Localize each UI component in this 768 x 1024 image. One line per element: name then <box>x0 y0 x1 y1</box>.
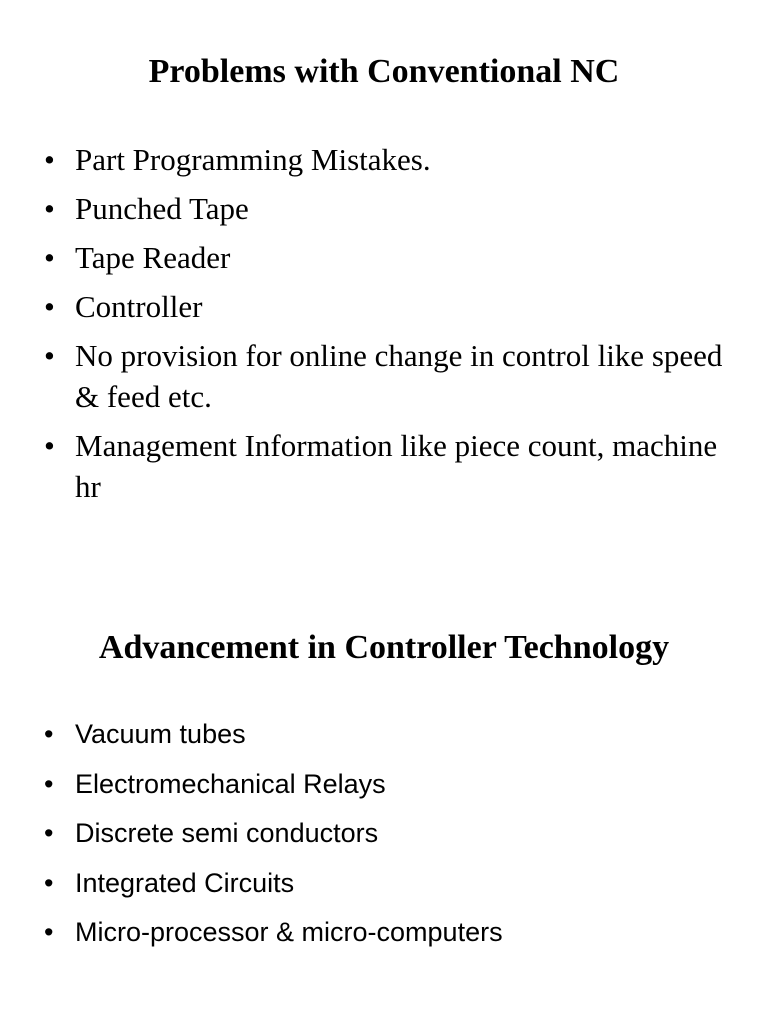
list-item-text: Punched Tape <box>75 191 249 226</box>
bullet-icon: • <box>44 719 54 749</box>
list-item <box>44 817 724 850</box>
list-item <box>44 237 724 278</box>
list-item <box>44 718 724 751</box>
list-item-text: Part Programming Mistakes. <box>75 142 431 177</box>
list-item-text: Integrated Circuits <box>75 867 295 898</box>
advancement-bullet-list <box>44 718 724 966</box>
list-item-text: Controller <box>75 289 203 324</box>
bullet-icon: • <box>44 191 55 226</box>
bullet-icon: • <box>44 917 54 947</box>
list-item-text: Micro-processor & micro-computers <box>75 917 503 947</box>
list-item-text: Electromechanical Relays <box>75 768 386 799</box>
list-item <box>44 188 724 229</box>
list-item-text: Tape Reader <box>75 240 231 275</box>
bullet-icon: • <box>44 338 55 373</box>
bullet-icon: • <box>44 428 55 463</box>
bullet-icon: • <box>44 818 54 848</box>
list-item-text: No provision for online change in control like speed & feed etc. <box>75 338 723 414</box>
list-item <box>44 335 724 417</box>
list-item <box>44 286 724 327</box>
bullet-icon: • <box>44 867 54 898</box>
list-item <box>44 425 724 507</box>
list-item <box>44 768 724 801</box>
bullet-icon: • <box>44 768 54 799</box>
bullet-icon: • <box>44 240 55 275</box>
list-item-text: Discrete semi conductors <box>75 818 379 848</box>
bullet-icon: • <box>44 142 55 177</box>
problems-bullet-list <box>44 139 724 515</box>
bullet-icon: • <box>44 289 55 324</box>
list-item <box>44 916 724 949</box>
section-title-problems: Problems with Conventional NC <box>148 53 620 90</box>
list-item-text: Vacuum tubes <box>75 719 246 749</box>
section-title-advancement: Advancement in Controller Technology <box>98 629 670 666</box>
list-item <box>44 139 724 180</box>
list-item-text: Management Information like piece count, machine hr <box>75 428 718 504</box>
list-item <box>44 867 724 900</box>
